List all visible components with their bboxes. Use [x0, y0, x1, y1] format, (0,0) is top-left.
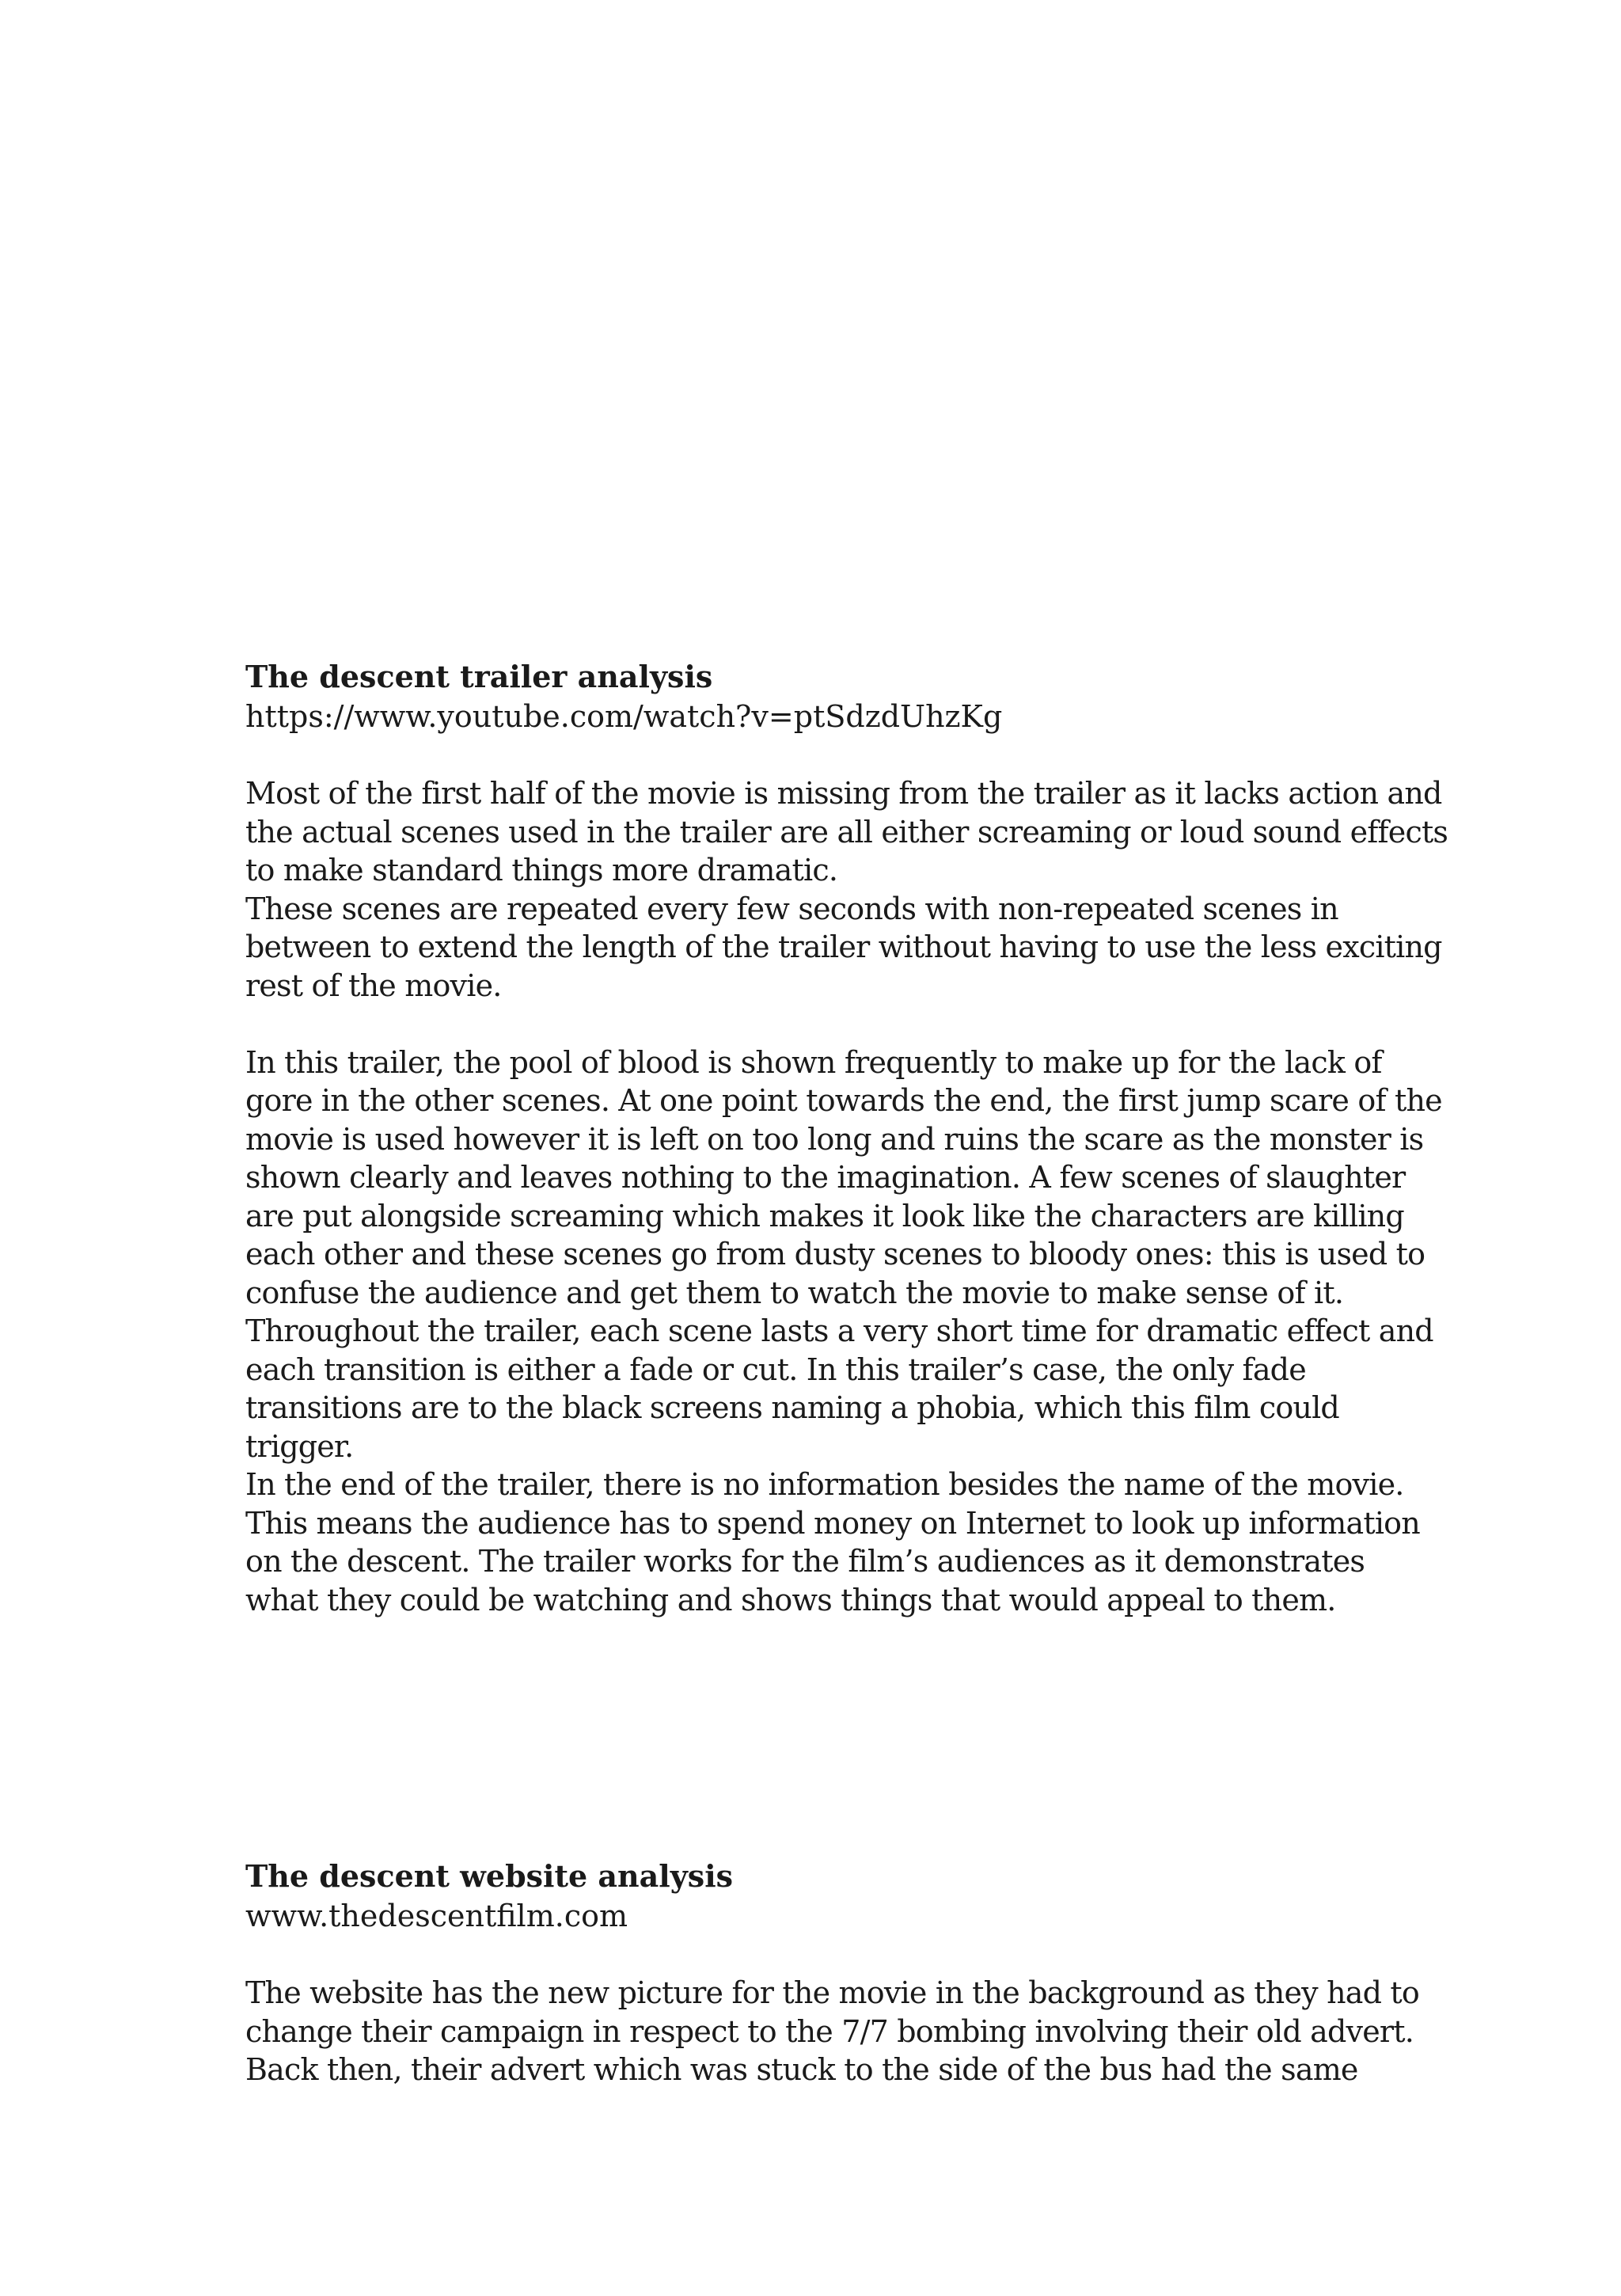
text-line: Throughout the trailer, each scene lasts a very short time for dramatic effect and: [245, 1313, 1433, 1348]
text-line: on the descent. The trailer works for the film’s audiences as it demonstrates: [245, 1544, 1365, 1579]
text-line: confuse the audience and get them to watch the movie to make sense of it.: [245, 1275, 1344, 1310]
text-line: These scenes are repeated every few seconds with non-repeated scenes in: [245, 891, 1338, 926]
website-analysis-section: [245, 1857, 1419, 2089]
text-line: This means the audience has to spend money on Internet to look up information: [245, 1505, 1420, 1541]
text-line: Back then, their advert which was stuck to the side of the bus had the same: [245, 2052, 1358, 2087]
trailer-analysis-section: [245, 657, 1448, 1619]
text-line: gore in the other scenes. At one point towards the end, the first jump scare of the: [245, 1083, 1442, 1118]
text-line: the actual scenes used in the trailer are all either screaming or loud sound effects: [245, 814, 1448, 850]
text-line: shown clearly and leaves nothing to the imagination. A few scenes of slaughter: [245, 1160, 1406, 1195]
text-line: each other and these scenes go from dusty scenes to bloody ones: this is used to: [245, 1237, 1425, 1272]
trailer-paragraph-2: [245, 1043, 1442, 1620]
text-line: In the end of the trailer, there is no information besides the name of the movie.: [245, 1467, 1404, 1502]
text-line: trigger.: [245, 1428, 354, 1464]
trailer-paragraph-1: [245, 774, 1448, 1005]
website-url: www.thedescentfilm.com: [245, 1899, 628, 1933]
website-paragraph-1: [245, 1974, 1419, 2089]
text-line: rest of the movie.: [245, 967, 502, 1003]
text-line: Most of the first half of the movie is missing from the trailer as it lacks action and: [245, 776, 1442, 811]
text-line: movie is used however it is left on too long and ruins the scare as the monster is: [245, 1121, 1424, 1157]
text-line: between to extend the length of the trailer without having to use the less exciting: [245, 929, 1442, 964]
text-line: what they could be watching and shows things that would appeal to them.: [245, 1582, 1336, 1617]
website-heading: The descent website analysis: [245, 1858, 734, 1894]
text-line: In this trailer, the pool of blood is shown frequently to make up for the lack of: [245, 1044, 1382, 1080]
text-line: The website has the new picture for the movie in the background as they had to: [245, 1975, 1419, 2010]
text-line: transitions are to the black screens naming a phobia, which this film could: [245, 1390, 1339, 1425]
trailer-url: https://www.youtube.com/watch?v=ptSdzdUhzKg: [245, 699, 1003, 734]
text-line: to make standard things more dramatic.: [245, 853, 838, 888]
paragraph-gap: [245, 1005, 1393, 1043]
trailer-heading: The descent trailer analysis: [245, 659, 713, 694]
text-line: are put alongside screaming which makes it look like the characters are killing: [245, 1198, 1404, 1234]
text-line: change their campaign in respect to the 7/7 bombing involving their old advert.: [245, 2013, 1414, 2049]
text-line: each transition is either a fade or cut. In this trailer’s case, the only fade: [245, 1351, 1306, 1387]
